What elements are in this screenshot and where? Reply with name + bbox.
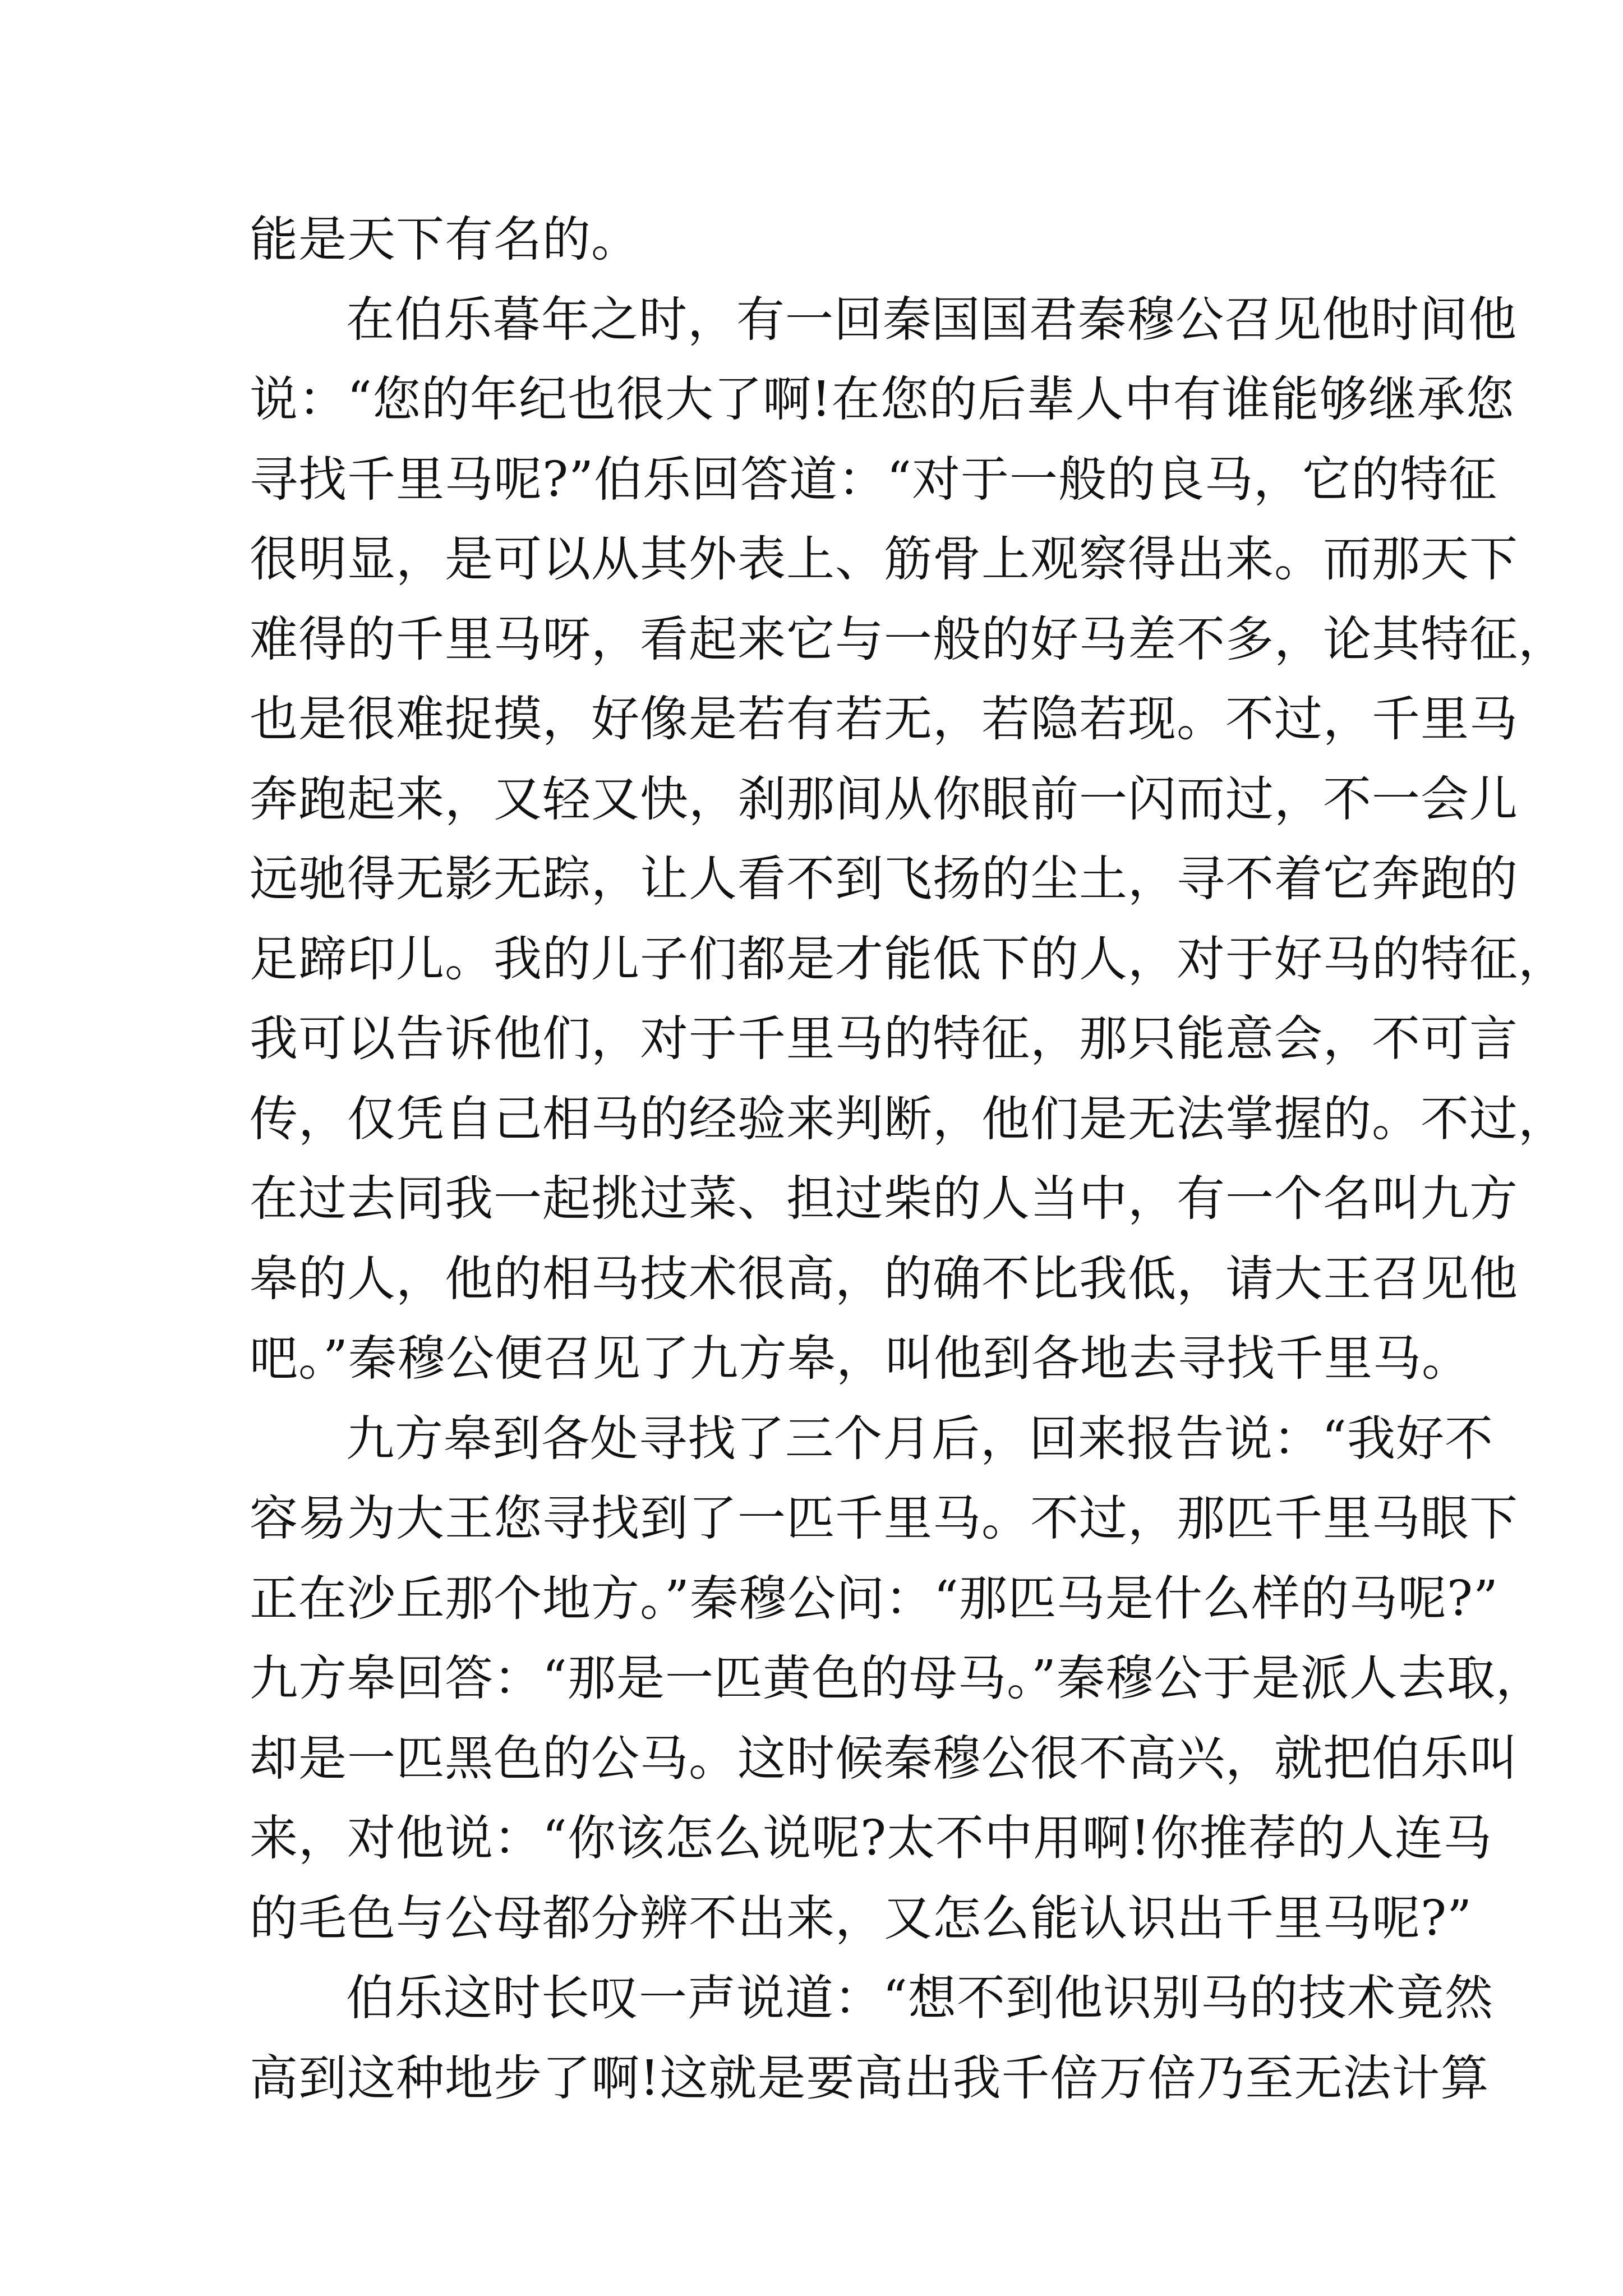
text-line: 在过去同我一起挑过菜、担过柴的人当中，有一个名叫九方 (250, 1171, 1518, 1227)
text-line: 九方皋到各处寻找了三个月后，回来报告说：“我好不 (346, 1410, 1493, 1467)
text-line: 高到这种地步了啊!这就是要高出我千倍万倍乃至无法计算 (250, 2050, 1490, 2106)
text-line: 远驰得无影无踪，让人看不到飞扬的尘土，寻不着它奔跑的 (250, 851, 1518, 907)
text-line: 却是一匹黑色的公马。这时候秦穆公很不高兴，就把伯乐叫 (250, 1730, 1518, 1787)
text-line: 正在沙丘那个地方。”秦穆公问：“那匹马是什么样的马呢?” (250, 1570, 1499, 1627)
text-line: 奔跑起来，又轻又快，刹那间从你眼前一闪而过，不一会儿 (250, 771, 1518, 827)
text-line: 说：“您的年纪也很大了啊!在您的后辈人中有谁能够继承您 (250, 371, 1515, 427)
body-text (250, 200, 1567, 2118)
text-line: 吧。”秦穆公便召见了九方皋，叫他到各地去寻找千里马。 (250, 1331, 1470, 1387)
text-line: 皋的人，他的相马技术很高，的确不比我低，请大王召见他 (250, 1250, 1518, 1307)
text-line: 我可以告诉他们，对于千里马的特征，那只能意会，不可言 (250, 1011, 1518, 1067)
text-line: 九方皋回答：“那是一匹黄色的母马。”秦穆公于是派人去取， (250, 1650, 1544, 1706)
text-line: 容易为大王您寻找到了一匹千里马。不过，那匹千里马眼下 (250, 1490, 1518, 1547)
text-line: 的毛色与公母都分辨不出来，又怎么能认识出千里马呢?” (250, 1890, 1473, 1947)
text-line: 足蹄印儿。我的儿子们都是才能低下的人，对于好马的特征， (250, 931, 1567, 987)
text-line: 也是很难捉摸，好像是若有若无，若隐若现。不过，千里马 (250, 691, 1518, 747)
text-line: 伯乐这时长叹一声说道：“想不到他识别马的技术竟然 (346, 1970, 1493, 2026)
text-line: 寻找千里马呢?”伯乐回答道：“对于一般的良马，它的特征 (250, 451, 1498, 508)
text-line: 难得的千里马呀，看起来它与一般的好马差不多，论其特征， (250, 611, 1567, 668)
text-line: 传，仅凭自己相马的经验来判断，他们是无法掌握的。不过， (250, 1091, 1567, 1147)
text-line: 能是天下有名的。 (250, 211, 640, 268)
text-line: 来，对他说：“你该怎么说呢?太不中用啊!你推荐的人连马 (250, 1810, 1492, 1866)
text-line: 很明显，是可以从其外表上、筋骨上观察得出来。而那天下 (250, 531, 1518, 587)
text-line: 在伯乐暮年之时，有一回秦国国君秦穆公召见他时间他 (346, 291, 1517, 348)
